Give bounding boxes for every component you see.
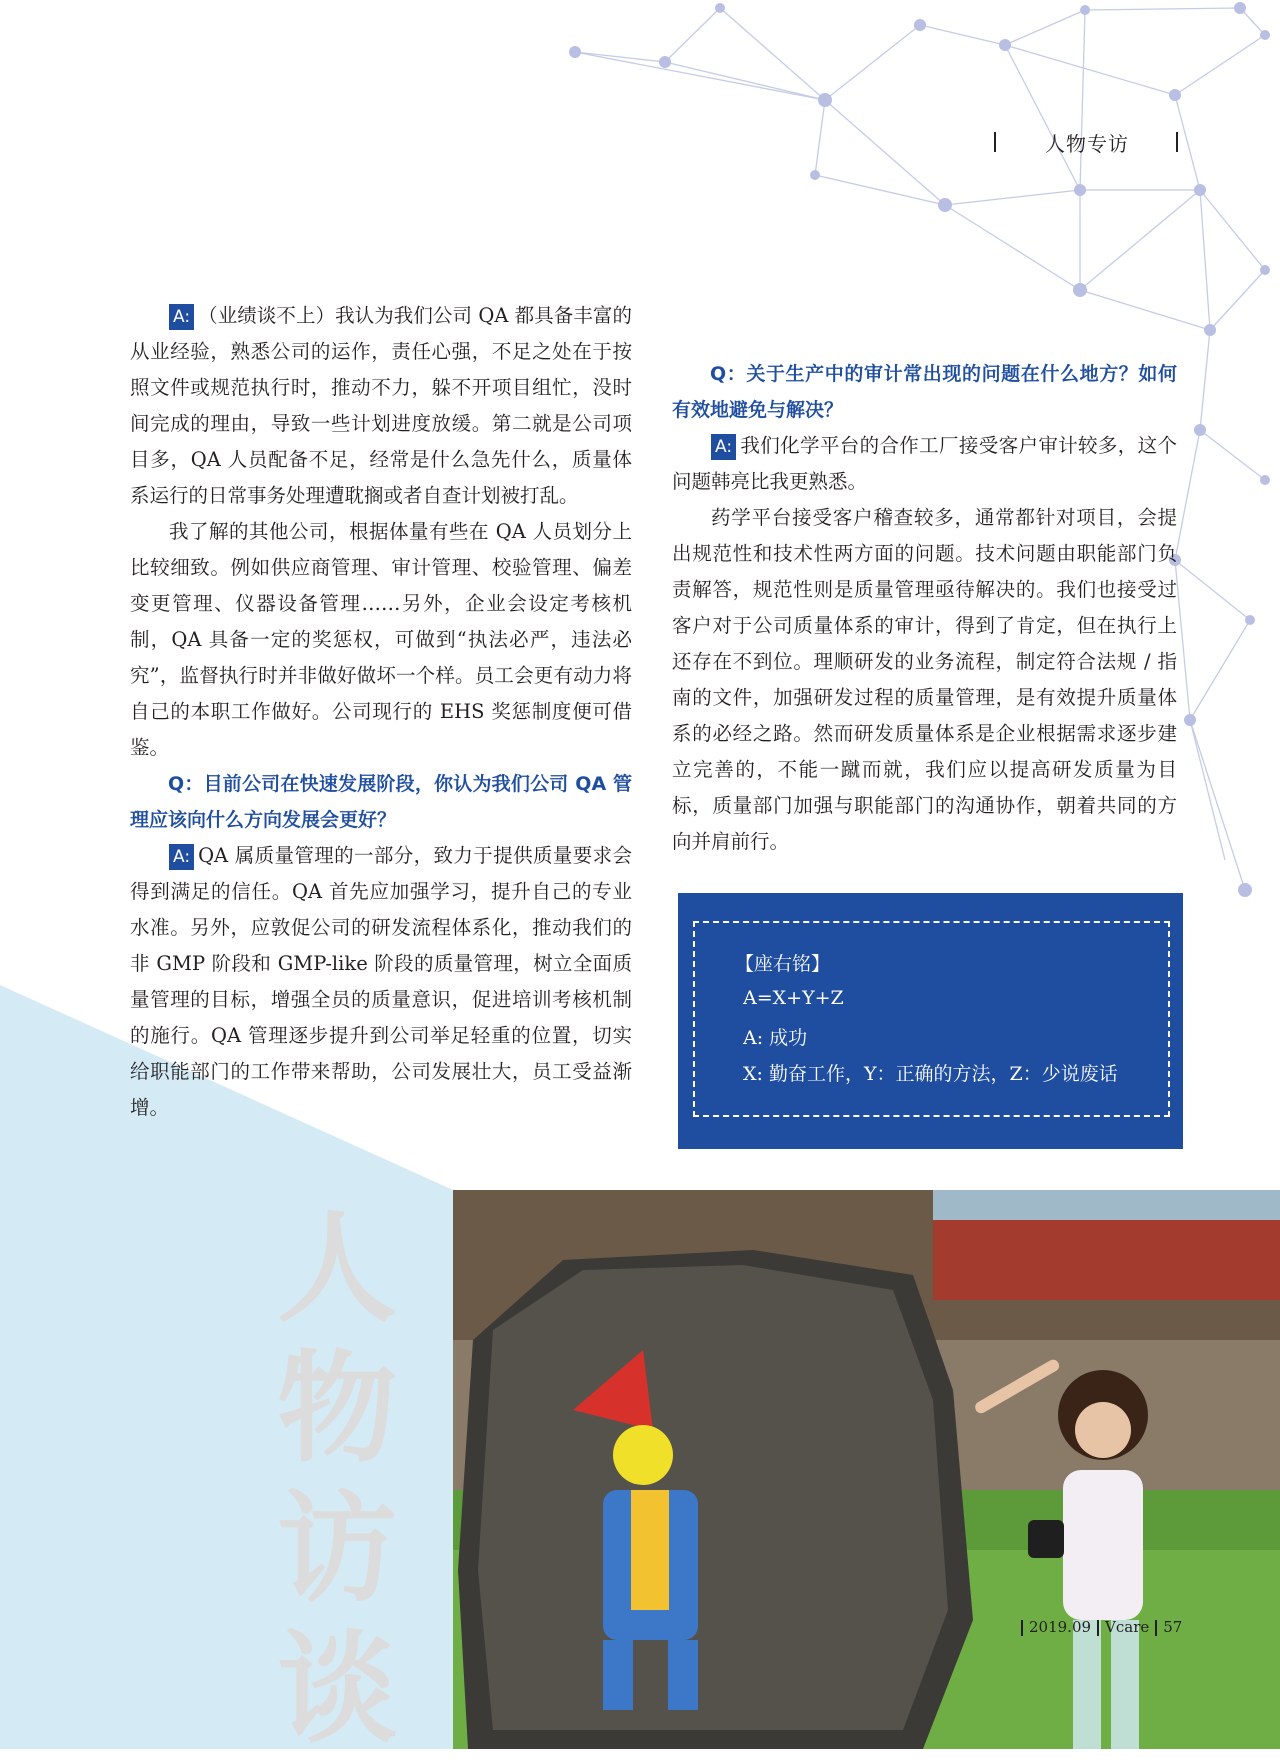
answer-1 — [130, 298, 632, 514]
section-label-text: 人物专访 — [1045, 132, 1129, 156]
side-title-char-2: 物 — [277, 1340, 397, 1479]
answer-1-text: （业绩谈不上）我认为我们公司 QA 都具备丰富的从业经验，熟悉公司的运作，责任心强，不足之处在于按照文件或规范执行时，推动不力，躲不开项目组忙，没时间完成的理由，导致一些计划进度放缓。第二就是公司项目多，QA 人员配备不足，经常是什么急先什么，质量体系运行的日常事务处理遭耽搁或者自查计划被打乱。 — [130, 304, 632, 507]
motto-box — [678, 893, 1183, 1149]
side-title-char-3: 访 — [277, 1480, 397, 1619]
motto-line-2: A: 成功 — [743, 1027, 808, 1049]
photo-illustration — [453, 1190, 1280, 1749]
footer-separator — [1155, 1620, 1157, 1636]
side-title-char-4: 谈 — [277, 1620, 397, 1759]
section-label — [990, 128, 1180, 158]
footer-magazine: Vcare — [1105, 1618, 1150, 1636]
answer-tag: A: — [169, 844, 194, 870]
answer-2-text: QA 属质量管理的一部分，致力于提供质量要求会得到满足的信任。QA 首先应加强学习，提升自己的专业水准。另外，应敦促公司的研发流程体系化，推动我们的非 GMP 阶段和 GMP-like 阶段的质量管理，树立全面质量管理的目标，增强全员的质量意识，促进培训考核机制的施行。QA 管理逐步提升到公司举足轻重的位置，切实给职能部门的工作带来帮助，公司发展壮大，员工受益渐增。 — [130, 844, 632, 1119]
side-title-char-1: 人 — [277, 1200, 397, 1339]
section-bar-left — [994, 132, 996, 152]
page-footer — [1015, 1618, 1182, 1642]
side-title-vertical — [262, 1200, 412, 1760]
answer-3-text: 我们化学平台的合作工厂接受客户审计较多，这个问题韩亮比我更熟悉。 — [672, 434, 1177, 493]
answer-tag: A: — [169, 304, 194, 330]
interviewee-photo — [453, 1190, 1280, 1749]
motto-dashed-frame — [693, 921, 1170, 1117]
footer-page-number: 57 — [1163, 1618, 1183, 1636]
answer-3 — [672, 428, 1177, 500]
question-2: Q：目前公司在快速发展阶段，你认为我们公司 QA 管理应该向什么方向发展会更好？ — [130, 773, 632, 831]
footer-date: 2019.09 — [1029, 1618, 1092, 1636]
paragraph-4: 药学平台接受客户稽查较多，通常都针对项目，会提出规范性和技术性两方面的问题。技术问题由职能部门负责解答，规范性则是质量管理亟待解决的。我们也接受过客户对于公司质量体系的审计，得到了肯定，但在执行上还存在不到位。理顺研发的业务流程，制定符合法规 / 指南的文件，加强研发过程的质量管理，是有效提升质量体系的必经之路。然而研发质量体系是企业根据需求逐步建立完善的，不能一蹴而就，我们应以提高研发质量为目标，质量部门加强与职能部门的沟通协作，朝着共同的方向并肩前行。 — [672, 506, 1177, 853]
question-3: Q：关于生产中的审计常出现的问题在什么地方？如何有效地避免与解决？ — [672, 363, 1177, 421]
motto-line-3: X: 勤奋工作，Y：正确的方法，Z：少说废话 — [743, 1063, 1118, 1085]
footer-separator — [1097, 1620, 1099, 1636]
answer-2 — [130, 838, 632, 1126]
motto-line-1: A=X+Y+Z — [743, 987, 844, 1009]
motto-title: 【座右铭】 — [735, 953, 831, 975]
left-column — [130, 298, 632, 1126]
footer-separator — [1021, 1620, 1023, 1636]
answer-tag: A: — [711, 434, 736, 460]
paragraph-2: 我了解的其他公司，根据体量有些在 QA 人员划分上比较细致。例如供应商管理、审计管理、校验管理、偏差变更管理、仪器设备管理……另外，企业会设定考核机制，QA 具备一定的奖惩权，可做到“执法必严，违法必究”，监督执行时并非做好做坏一个样。员工会更有动力将自己的本职工作做好。公司现行的 EHS 奖惩制度便可借鉴。 — [130, 520, 632, 759]
right-column — [672, 356, 1177, 860]
section-bar-right — [1176, 132, 1178, 152]
